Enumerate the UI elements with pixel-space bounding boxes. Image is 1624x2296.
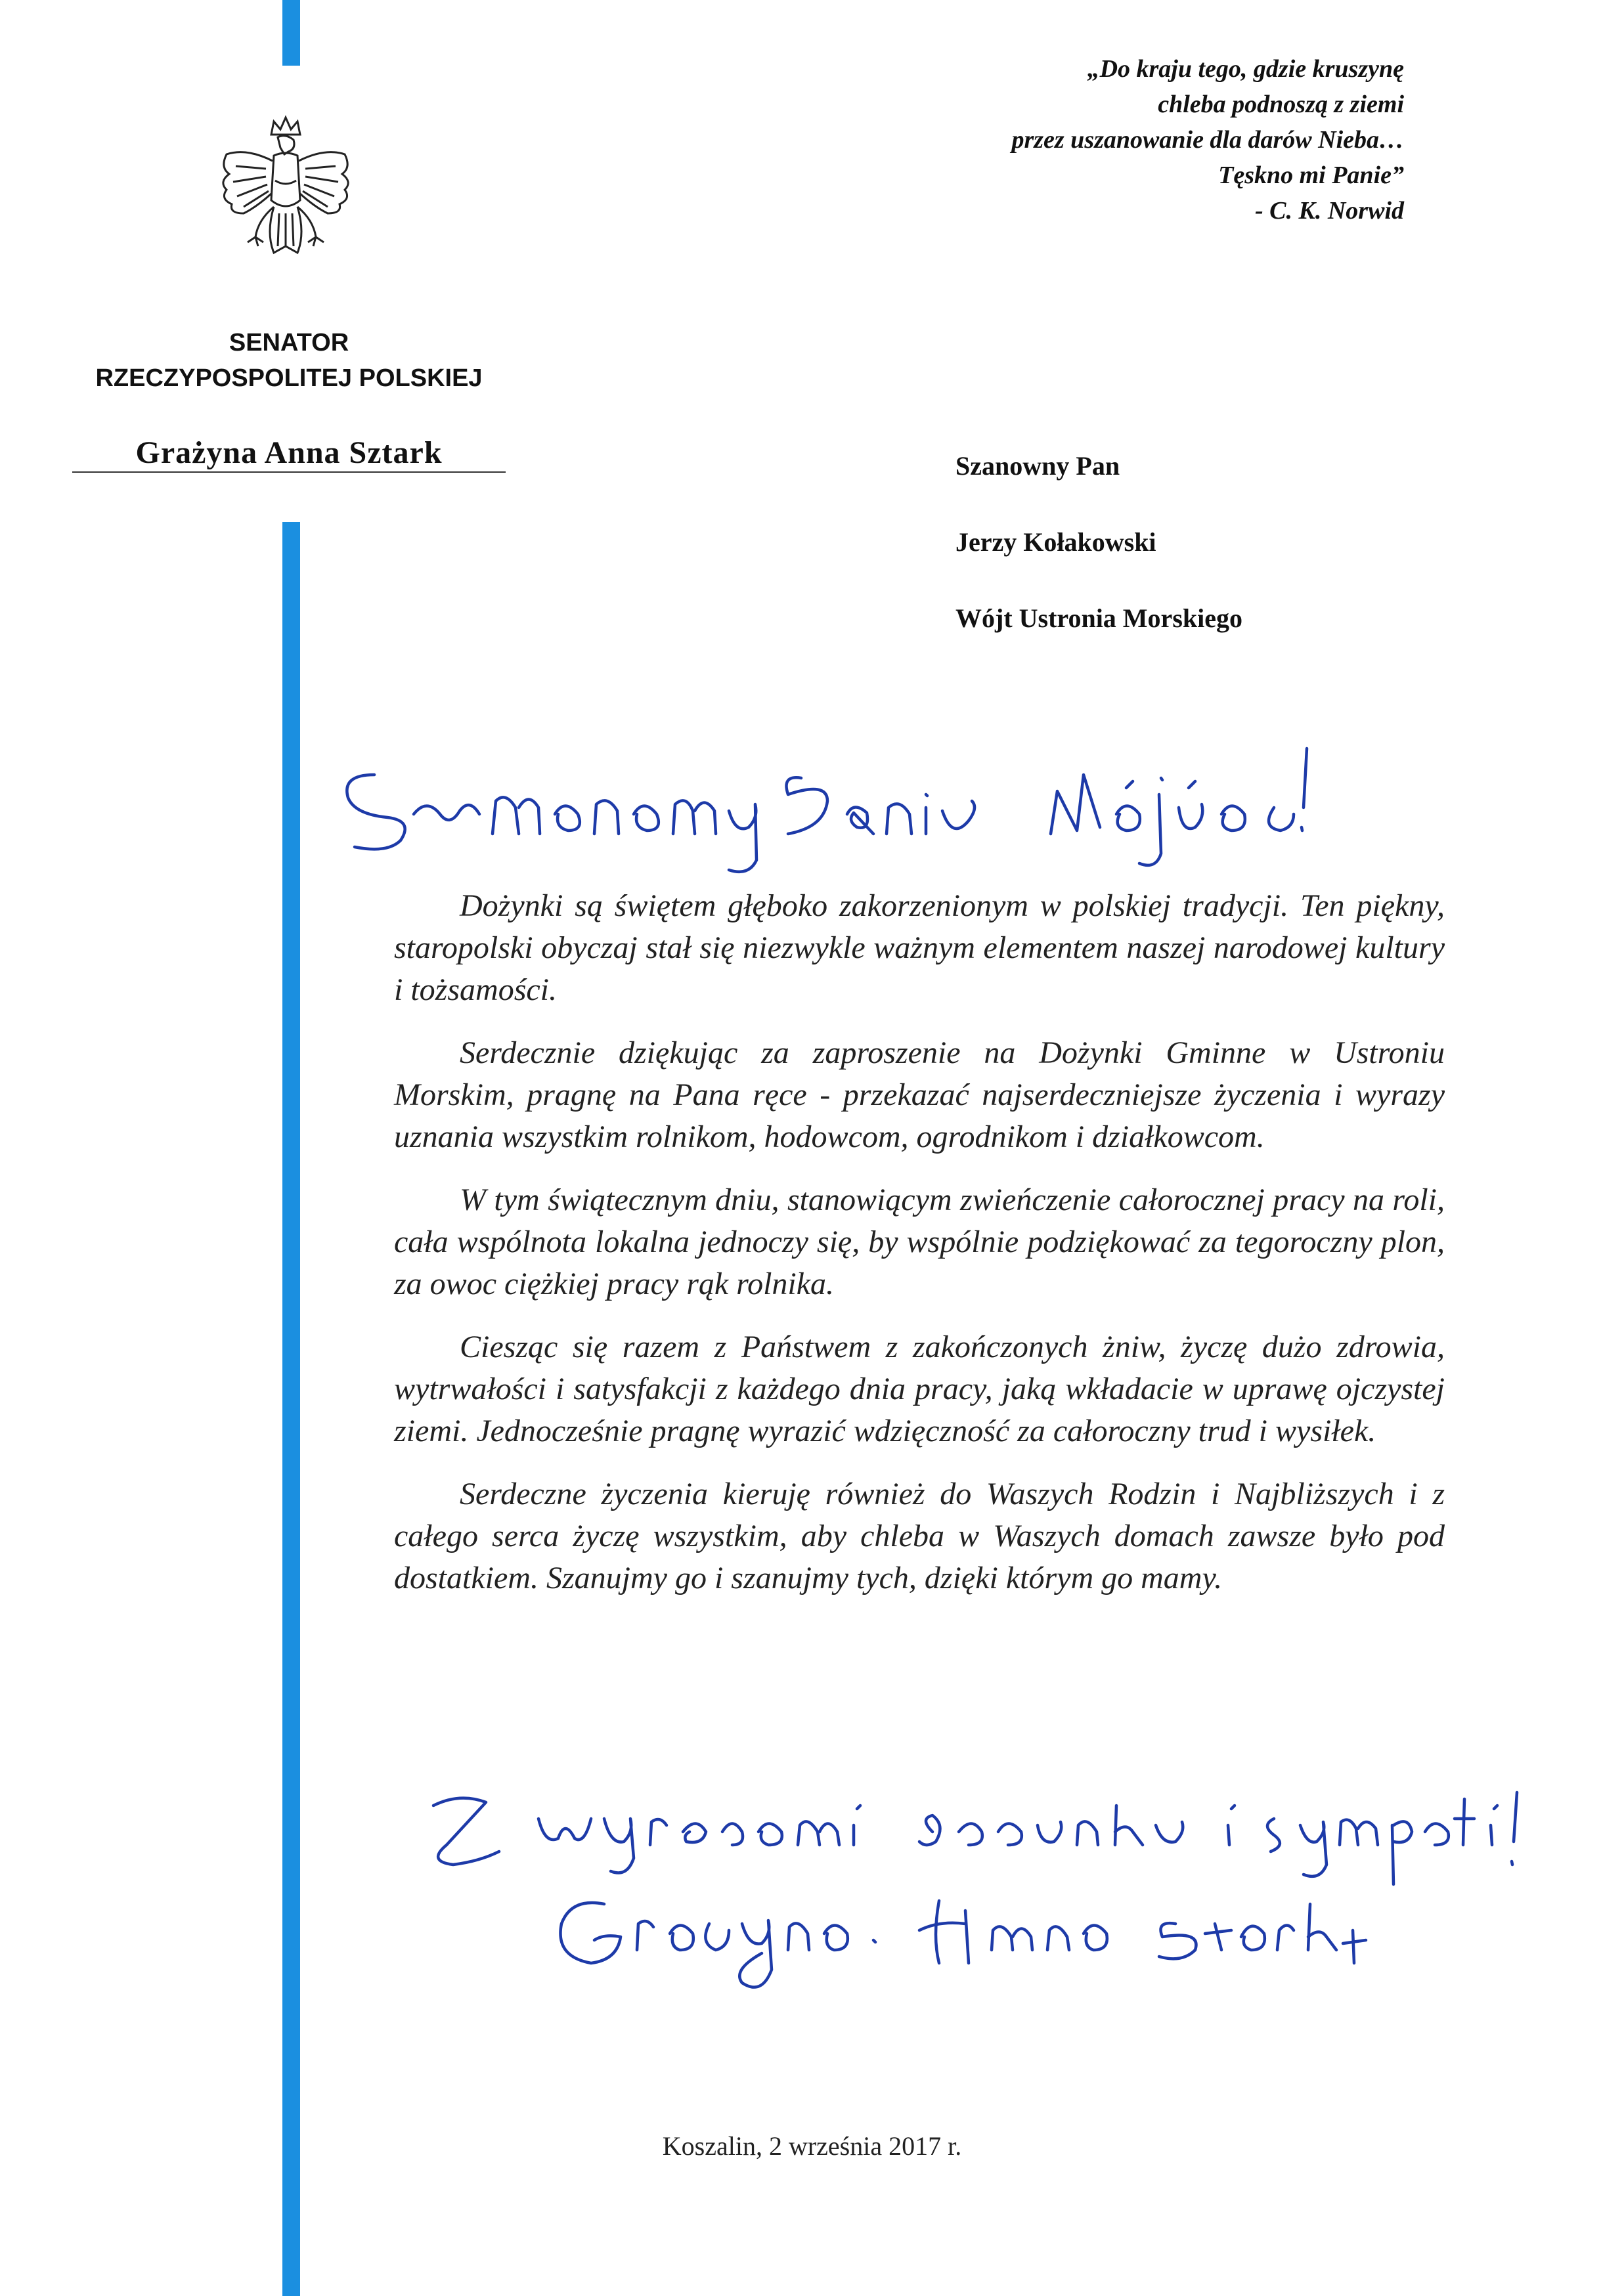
motto-line: „Do kraju tego, gdzie kruszynę: [1087, 55, 1404, 83]
eagle-emblem-icon: [200, 108, 371, 292]
body-paragraph: Ciesząc się razem z Państwem z zakończonych żniw, życzę dużo zdrowia, wytrwałości i satysfakcji z każdego dnia pracy, jaką wkładacie w uprawę ojczystej ziemi. Jednocześnie pragnę wyrazić wdzięczność za całoroczny trud i wysiłek.: [394, 1330, 1445, 1448]
senator-title-line2: RZECZYPOSPOLITEJ POLSKIEJ: [95, 364, 483, 392]
senator-title-line1: SENATOR: [229, 329, 349, 357]
handwritten-greeting: [328, 735, 1445, 880]
body-paragraph: Serdeczne życzenia kieruję również do Waszych Rodzin i Najbliższych i z całego serca życzę wszystkim, aby chleba w Waszych domach zawsze było pod dostatkiem. Szanujmy go i szanujmy tych, dzięki którym go mamy.: [394, 1477, 1445, 1595]
recipient-name: Jerzy Kołakowski: [955, 527, 1156, 557]
motto-line: przez uszanowanie dla darów Nieba…: [1011, 126, 1404, 154]
place-date: Koszalin, 2 września 2017 r.: [662, 2131, 962, 2161]
motto-author: - C. K. Norwid: [1255, 197, 1404, 225]
motto-quote: [1011, 51, 1404, 228]
recipient-block: [955, 446, 1242, 675]
senator-name: Grażyna Anna Sztark: [135, 435, 443, 470]
body-paragraph: Dożynki są świętem głęboko zakorzenionym w polskiej tradycji. Ten piękny, staropolski obyczaj stał się niezwykle ważnym elementem naszej narodowej kultury i tożsamości.: [394, 888, 1445, 1007]
recipient-salutation: Szanowny Pan: [955, 451, 1120, 481]
handwritten-signature: [545, 1884, 1497, 2055]
motto-line: Tęskno mi Panie”: [1218, 162, 1404, 189]
motto-line: chleba podnoszą z ziemi: [1158, 91, 1404, 118]
body-paragraph: W tym świątecznym dniu, stanowiącym zwieńczenie całorocznej pracy na roli, cała wspólnota lokalna jednoczy się, by wspólnie podziękować za tegoroczny plon, za owoc ciężkiej pracy rąk rolnika.: [394, 1182, 1445, 1301]
body-paragraph: Serdecznie dziękując za zaproszenie na Dożynki Gminne w Ustroniu Morskim, pragnę na Pana ręce - przekazać najserdeczniejsze życzenia i wyrazy uznania wszystkim rolnikom, hodowcom, ogrodnikom i działkowcom.: [394, 1035, 1445, 1154]
accent-bar-top: [282, 0, 300, 66]
recipient-position: Wójt Ustronia Morskiego: [955, 603, 1242, 633]
name-underline: [72, 471, 506, 473]
handwritten-closing: [407, 1779, 1609, 1891]
letter-body: [394, 885, 1445, 1620]
senator-title: [0, 325, 578, 396]
accent-bar-side: [282, 522, 300, 2296]
